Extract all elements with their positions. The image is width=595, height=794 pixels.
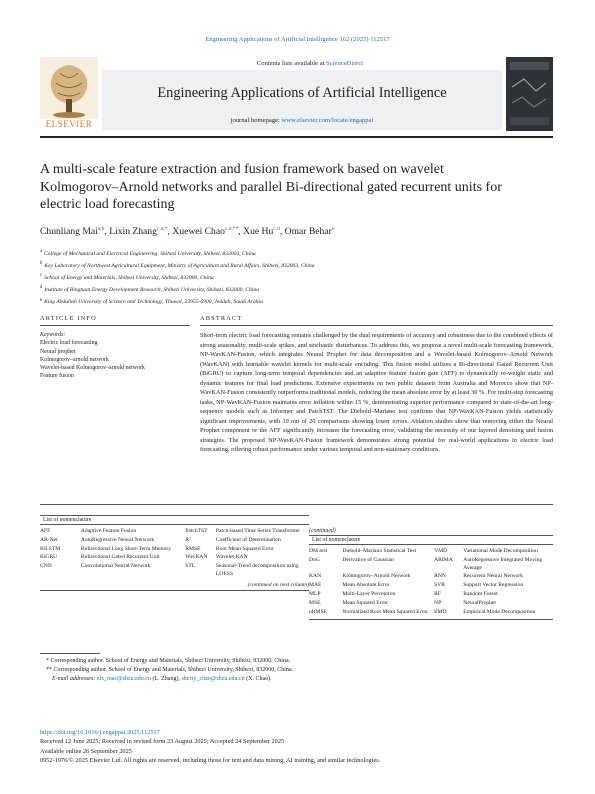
nomenclature-abbreviation: nRMSE [309, 608, 328, 615]
keywords-label: Keywords: [40, 332, 66, 338]
article-info-heading: ARTICLE INFO [40, 315, 97, 322]
nomenclature-abbreviation: CNN [40, 563, 52, 570]
nomenclature-abbreviation: STL [185, 563, 196, 570]
nomenclature-definition: Derivative of Gaussian [342, 556, 394, 563]
author-affiliation-marker[interactable]: c,d,* [156, 226, 168, 232]
elsevier-logo [40, 57, 98, 131]
keyword: Neural prophet [40, 348, 76, 355]
nomenclature-left-rule [40, 590, 309, 591]
affiliation-text: Key Laboratory of Northwest Agricultural Equipment, Ministry of Agriculture and Rural Affairs, Shihezi, 832003, China [44, 263, 315, 270]
journal-reference[interactable]: Engineering Applications of Artificial Intelligence 162 (2025) 112517 [205, 36, 390, 43]
abstract-text: Short-term electric load forecasting remains challenged by the dual requirements of accuracy and robustness due to the combined effects of strong seasonality, multi-scale spikes, and stochastic disturbances. To address this, we propose a novel multi-scale forecasting framework, NP-WavKAN-Fusion, which integrates Neural Prophet for data decomposition and a Wavelet-based Kolmogorov–Arnold Network (WavKAN) with learnable wavelet kernels for multi-scale encoding. This fusion model utilizes a Bi-directional Gated Recurrent Unit (BiGRU) to capture long-term temporal dependencies and an adaptive feature fusion gate (AFF) to dynamically re-weight static and dynamic features for final load predictions. Extensive experiments on two public datasets from Australia and Morocco show that NP-WavKAN-Fusion consistently outperforms traditional models, reducing the mean absolute error by at least 30 %. For multi-step forecasting tasks, NP-WavKAN-Fusion maintains error inflation within 15 %, demonstrating superior performance compared to state-of-the-art long-sequence models such as Informer and PatchTST. The Diebold–Mariano test confirms that NP-WavKAN-Fusion yields statistically significant improvements, with 19 out of 20 comparisons showing lower errors. Ablation studies show that removing either the Neural Prophet component or the AFF significantly increases the forecasting error, validating the necessity of our layered denoising and fusion strategies. The proposed NP-WavKAN-Fusion framework demonstrates strong potential for real-world applications in electric load forecasting, offering robust performance under various temporal and non-stationary conditions. [200, 332, 553, 453]
author-name[interactable]: Lixin Zhang [109, 226, 157, 238]
author-name[interactable]: Omar Behar [284, 226, 332, 238]
nomenclature-definition: Bidirectional Gated Recurrent Unit [80, 554, 160, 561]
affiliation-text: School of Energy and Materials, Shihezi University, Shihezi, 832000, China [44, 275, 214, 282]
nomenclature-row [40, 554, 309, 563]
nomenclature-table-right [309, 548, 553, 617]
keywords-block [40, 331, 190, 381]
nomenclature-definition: Bidirectional Long Short-Term Memory [80, 545, 172, 552]
abstract-bottom-rule [40, 504, 553, 505]
nomenclature-abbreviation: ARIMA [434, 556, 453, 563]
article-history [40, 728, 553, 765]
nomenclature-row [40, 528, 309, 537]
available-online: Available online 26 September 2025 [40, 747, 132, 755]
affiliation [40, 247, 553, 259]
nomenclature-abbreviation: NP [434, 599, 442, 606]
nomenclature-table-left [40, 528, 309, 580]
copyright-line: 0952-1976/© 2025 Elsevier Ltd. All rights are reserved, including those for text and data mining, AI training, and similar technologies. [40, 756, 381, 764]
nomenclature-definition: Wavelet KAN [215, 554, 248, 561]
nomenclature-right [309, 528, 553, 620]
nomenclature-definition: NeuralProphet [463, 599, 496, 606]
homepage-line: journal homepage: www.elsevier.com/locate/engappai [230, 117, 374, 124]
journal-homepage-link[interactable]: www.elsevier.com/locate/engappai [281, 117, 374, 124]
nomenclature-definition: Coefficient of Determination [215, 536, 281, 543]
nomenclature-abbreviation: SVR [434, 582, 445, 589]
author-name[interactable]: Xuewei Chao [172, 226, 225, 238]
nomenclature-definition: Diebold–Mariano Statistical Test [342, 548, 417, 554]
affiliation-text: Institute of Bingtuan Energy Development Research, Shihezi University, Shihezi, 832000, China [44, 287, 259, 294]
nomenclature-row [309, 600, 553, 609]
nomenclature-abbreviation: MLP [309, 590, 321, 597]
sciencedirect-link[interactable]: ScienceDirect [326, 60, 364, 67]
nomenclature-abbreviation: AFF [40, 528, 51, 534]
nomenclature-row [309, 573, 553, 582]
keyword: Electric load forecasting [40, 340, 98, 347]
keyword: Wavelet-based Kolmogorov–arnold network [40, 365, 145, 372]
nomenclature-row [40, 563, 309, 580]
nomenclature-definition: Normalized Root Mean Squared Error [342, 608, 429, 615]
nomenclature-definition: Mean Absolute Error [342, 582, 390, 589]
footnote-rule [40, 653, 100, 654]
doi-link[interactable]: https://doi.org/10.1016/j.engappai.2025.112517 [40, 729, 160, 736]
nomenclature-abbreviation: MAE [309, 582, 322, 589]
nomenclature-row [309, 548, 553, 557]
affiliation [40, 271, 553, 283]
affiliation-marker: c [40, 273, 43, 279]
nomenclature-abbreviation: RNN [434, 573, 446, 580]
nomenclature-definition: Variational Mode Decomposition [463, 548, 538, 554]
author-name[interactable]: Chunliang Mai [40, 226, 98, 238]
nomenclature-definition: Convolutional Neural Network [80, 563, 151, 570]
nomenclature-definition: Root Mean Squared Error [215, 545, 274, 552]
nomenclature-abbreviation: KAN [309, 573, 322, 580]
affiliation-marker: a [40, 249, 43, 254]
nomenclature-abbreviation: PatchTST [185, 528, 208, 534]
affiliation [40, 296, 553, 308]
nomenclature-abbreviation: BiLSTM [40, 545, 61, 552]
abstract-rule [200, 325, 553, 326]
nomenclature-row [40, 546, 309, 555]
nomenclature-abbreviation: VMD [434, 548, 448, 554]
nomenclature-abbreviation: WavKAN [185, 554, 208, 561]
nomenclature-definition: Recurrent Neural Network [463, 573, 523, 580]
nomenclature-abbreviation: DoG [309, 556, 320, 563]
author-separator: , [104, 226, 110, 238]
nomenclature-definition: Seasonal-Trend decomposition using LOESS [215, 563, 299, 577]
author-affiliation-marker[interactable]: a,b [97, 226, 105, 232]
journal-cover-image [506, 57, 553, 131]
nomenclature-definition: Patch-based Time Series Transformer [215, 528, 300, 534]
affiliation [40, 259, 553, 271]
nomenclature-row [309, 591, 553, 600]
keyword: Kolmogorov–arnold network [40, 356, 109, 363]
paper-title: A multi-scale feature extraction and fusion framework based on wavelet Kolmogorov–Arnold networks and parallel Bi-directional gated recurrent units for electric load forecasting [40, 162, 502, 212]
nomenclature-row [309, 609, 553, 618]
nomenclature-definition: Support Vector Regression [463, 582, 524, 589]
continued-label: (continued) [309, 528, 336, 534]
journal-title: Engineering Applications of Artificial Intelligence [157, 85, 447, 101]
nomenclature-definition: Kolmogorov–Arnold Network [342, 573, 411, 580]
nomenclature-definition: AutoRegressive Neural Network [80, 536, 155, 543]
affiliation-marker: b [40, 261, 43, 267]
author-separator: , [279, 226, 285, 238]
nomenclature-abbreviation: R² [185, 536, 191, 543]
nomenclature-left [40, 515, 309, 591]
email-line: E-mail addresses: zlx_mac@shzu.edu.cn (L. Zhang), sherry_chao@shzu.edu.cn (X. Chao). [52, 676, 272, 683]
elsevier-wordmark: ELSEVIER [45, 119, 93, 129]
email-link-2[interactable]: sherry_chao@shzu.edu.cn [181, 676, 245, 683]
affiliation-marker: e [40, 297, 43, 303]
nomenclature-definition: Random Forest [463, 590, 498, 597]
keywords-list [40, 339, 190, 380]
nomenclature-abbreviation: EMD [434, 608, 447, 615]
article-info-rule [40, 325, 190, 326]
affiliation-list [40, 247, 553, 308]
nomenclature-caption-continued: List of nomenclature [309, 535, 553, 545]
nomenclature-row [40, 537, 309, 546]
author-separator: , [238, 226, 244, 238]
nomenclature-row [309, 582, 553, 591]
nomenclature-abbreviation: RF [434, 590, 441, 597]
continued-note: (continued on next column) [247, 581, 309, 588]
nomenclature-abbreviation: AR-Net [40, 536, 58, 543]
affiliation-text: College of Mechanical and Electrical Engineering, Shihezi University, Shihezi, 832003, China [44, 250, 256, 257]
received-dates: Received 12 June 2025; Received in revised form 23 August 2025; Accepted 24 September 2025 [40, 738, 285, 746]
footnote-2: ** Corresponding author. School of Energy and Materials, Shihezi University, Shihezi, 832000, China. [46, 667, 294, 674]
affiliation-marker: d [40, 285, 43, 291]
nomenclature-definition: AutoRegressive Integrated Moving Average [463, 556, 543, 571]
nomenclature-abbreviation: RMSE [185, 545, 201, 552]
nomenclature-right-rule [309, 619, 553, 620]
nomenclature-caption: List of nomenclature [40, 515, 309, 525]
nomenclature-definition: Adaptive Feature Fusion [80, 528, 137, 534]
keyword: Feature fusion [40, 373, 74, 380]
author-affiliation-marker[interactable]: e [331, 226, 335, 232]
nomenclature-abbreviation: BiGRU [40, 554, 58, 561]
contents-line: Contents lists available at ScienceDirect [256, 60, 364, 67]
header-rule [40, 136, 553, 138]
nomenclature-definition: Mean Squared Error [342, 599, 389, 606]
affiliation-text: King Abdullah University of Science and Technology, Thuwal, 23955-6900, Jeddah, Saudi Arabia [44, 299, 263, 306]
author-name[interactable]: Xue Hu [243, 226, 274, 238]
author-affiliation-marker[interactable]: c,d [273, 226, 280, 232]
affiliation [40, 283, 553, 295]
author-list [40, 226, 553, 237]
nomenclature-definition: Empirical Mode Decomposition [463, 608, 536, 615]
author-separator: , [167, 226, 173, 238]
nomenclature-row [309, 557, 553, 574]
nomenclature-abbreviation: DM test [309, 548, 328, 554]
nomenclature-definition: Multi-Layer Perceptron [342, 590, 396, 597]
footnotes [40, 657, 553, 685]
author-affiliation-marker[interactable]: c,d,** [224, 226, 239, 232]
email-link-1[interactable]: zlx_mac@shzu.edu.cn [96, 676, 151, 683]
abstract-heading: ABSTRACT [200, 315, 243, 322]
footnote-1: * Corresponding author. School of Energy and Materials, Shihezi University, Shihezi, 832000, China. [46, 658, 291, 664]
cover-graphic-icon [506, 57, 553, 131]
nomenclature-abbreviation: MSE [309, 599, 321, 606]
